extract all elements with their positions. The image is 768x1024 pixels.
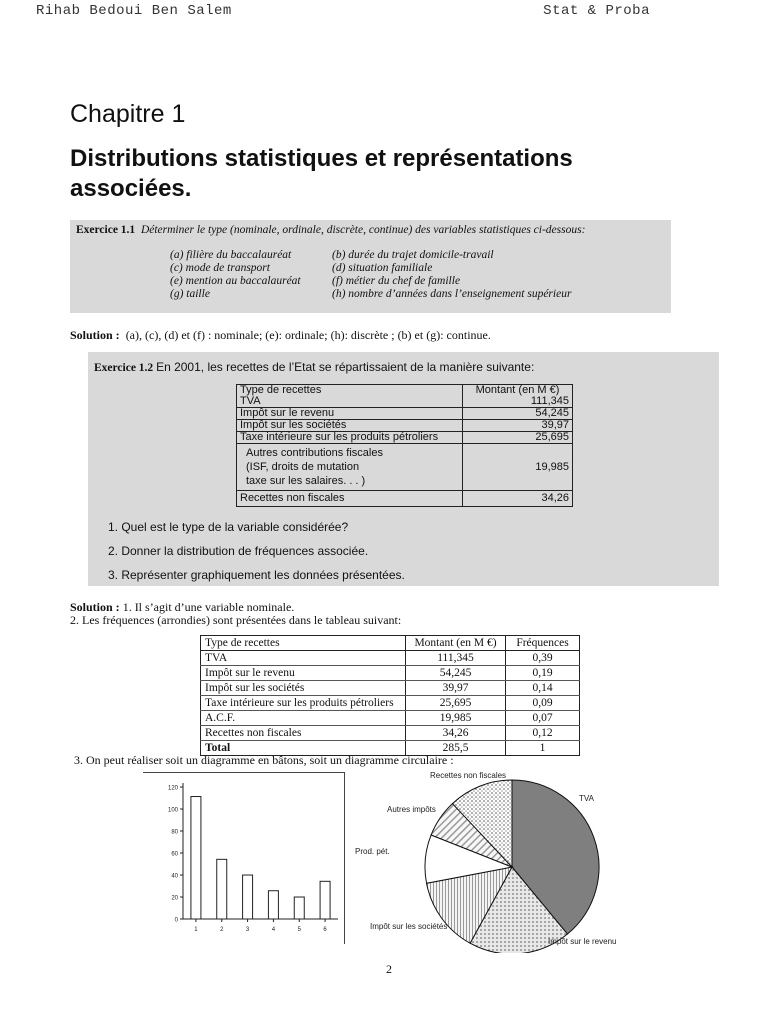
bar: [243, 875, 253, 919]
pie-label: Recettes non fiscales: [430, 771, 507, 780]
table-row: [201, 696, 580, 711]
exercise-1-label: Exercice 1.1: [76, 224, 136, 236]
solution-2: [70, 601, 401, 627]
pie-chart-frame: [355, 768, 620, 953]
table-cell: 0,07: [506, 711, 580, 726]
exercise-1-items: [170, 249, 632, 300]
y-tick-label: 60: [171, 851, 178, 858]
table-cell: TVA: [201, 651, 406, 666]
solution-1-text: (a), (c), (d) et (f) : nominale; (e): ordinale; (h): discrète ; (b) et (g): continue.: [125, 328, 491, 342]
table-cell: 0,39: [506, 651, 580, 666]
table-cell: 0,14: [506, 681, 580, 696]
exercise-2-label: Exercice 1.2: [94, 362, 154, 374]
solution-2-line1: 1. Il s’agit d’une variable nominale.: [122, 600, 295, 614]
acf-line: Autres contributions fiscales: [246, 447, 383, 459]
table-cell: Recettes non fiscales: [201, 726, 406, 741]
table-cell: TVA: [237, 396, 463, 408]
table-cell: 1: [506, 741, 580, 756]
table-row: [201, 681, 580, 696]
y-tick-label: 80: [171, 829, 178, 836]
table-cell: 19,985: [406, 711, 506, 726]
exercise-1-box: [70, 220, 671, 313]
x-tick-label: 1: [194, 927, 198, 933]
table-cell: Impôt sur le revenu: [237, 408, 463, 420]
table-row: [201, 666, 580, 681]
list-item: (f) métier du chef de famille: [332, 275, 461, 287]
table-cell: Recettes non fiscales: [237, 491, 463, 507]
pie-label: Impôt sur le revenu: [548, 937, 617, 946]
page-number: 2: [386, 962, 392, 976]
table-cell: Impôt sur le revenu: [201, 666, 406, 681]
x-tick-label: 6: [323, 927, 327, 933]
table-cell: 19,985: [463, 444, 573, 491]
table-cell: Taxe intérieure sur les produits pétroliers: [201, 696, 406, 711]
table-header-cell: Montant (en M €): [406, 636, 506, 651]
list-item: (e) mention au baccalauréat: [170, 275, 301, 287]
y-tick-label: 120: [167, 785, 178, 792]
revenue-table: [236, 384, 573, 507]
list-item: (c) mode de transport: [170, 262, 270, 274]
exercise-2-box: [88, 352, 719, 586]
table-cell: 0,12: [506, 726, 580, 741]
table-row: [201, 651, 580, 666]
table-cell: 54,245: [463, 408, 573, 420]
bar: [294, 897, 304, 919]
table-row: [201, 726, 580, 741]
list-item: (b) durée du trajet domicile-travail: [332, 249, 494, 261]
bar: [268, 891, 278, 919]
pie-label: TVA: [579, 794, 594, 803]
exercise-2-prompt: En 2001, les recettes de l’Etat se répartissaient de la manière suivante:: [156, 360, 535, 374]
table-header-cell: Fréquences: [506, 636, 580, 651]
acf-line: (ISF, droits de mutation: [246, 461, 360, 473]
y-tick-label: 100: [167, 807, 178, 814]
table-cell: Taxe intérieure sur les produits pétroliers: [237, 432, 463, 444]
table-cell: 111,345: [463, 396, 573, 408]
solution-2-label: Solution :: [70, 600, 120, 614]
bar: [217, 859, 227, 919]
x-tick-label: 3: [245, 927, 250, 933]
x-tick-label: 4: [271, 927, 276, 933]
table-cell: 39,97: [406, 681, 506, 696]
solution-3: 3. On peut réaliser soit un diagramme en bâtons, soit un diagramme circulaire :: [74, 753, 454, 767]
x-tick-label: 2: [220, 927, 224, 933]
table-header-cell: Type de recettes: [201, 636, 406, 651]
table-cell: [237, 444, 463, 491]
table-cell: 39,97: [463, 420, 573, 432]
list-item: (d) situation familiale: [332, 262, 433, 274]
pie-chart: [355, 768, 620, 953]
table-cell: 34,26: [406, 726, 506, 741]
y-tick-label: 0: [174, 917, 178, 924]
pie-label: Prod. pét.: [355, 847, 390, 856]
table-cell: 0,09: [506, 696, 580, 711]
table-cell: Impôt sur les sociétés: [237, 420, 463, 432]
table-cell: 25,695: [463, 432, 573, 444]
acf-line: taxe sur les salaires. . . ): [246, 475, 366, 487]
table-cell: 25,695: [406, 696, 506, 711]
chapter-title: Distributions statistiques et représentations associées.: [70, 145, 573, 202]
y-tick-label: 40: [171, 873, 178, 880]
question-item: 1. Quel est le type de la variable considérée?: [108, 520, 349, 534]
pie-label: Autres impôts: [387, 805, 436, 814]
exercise-1-prompt: Déterminer le type (nominale, ordinale, discrète, continue) des variables statistiques ci-dessous:: [140, 224, 586, 236]
chapter-label: Chapitre 1: [70, 100, 186, 128]
y-tick-label: 20: [171, 895, 178, 902]
bar-chart-frame: [143, 772, 345, 944]
table-cell: Impôt sur les sociétés: [201, 681, 406, 696]
table-cell: 111,345: [406, 651, 506, 666]
solution-1: [70, 328, 491, 343]
header-course: Stat & Proba: [543, 3, 650, 19]
question-item: 2. Donner la distribution de fréquences associée.: [108, 544, 369, 558]
question-item: 3. Représenter graphiquement les données présentées.: [108, 568, 405, 582]
table-cell: 34,26: [463, 491, 573, 507]
page-header: [36, 3, 650, 19]
exercise-2-statement: [94, 360, 534, 374]
solution-2-line2: 2. Les fréquences (arrondies) sont présentées dans le tableau suivant:: [70, 613, 402, 627]
pie-label: Impôt sur les sociétés: [370, 922, 448, 931]
header-author: Rihab Bedoui Ben Salem: [36, 3, 232, 19]
solution-1-label: Solution :: [70, 328, 120, 342]
table-cell: Total: [201, 741, 406, 756]
bar: [320, 881, 330, 919]
frequency-table: [200, 635, 580, 756]
table-cell: 285,5: [406, 741, 506, 756]
table-header-cell: Montant (en M €): [463, 385, 573, 397]
table-cell: A.C.F.: [201, 711, 406, 726]
table-cell: 0,19: [506, 666, 580, 681]
exercise-2-questions: [108, 520, 405, 592]
list-item: (h) nombre d’années dans l’enseignement supérieur: [332, 288, 572, 300]
table-cell: 54,245: [406, 666, 506, 681]
table-header-cell: Type de recettes: [237, 385, 463, 397]
list-item: (g) taille: [170, 288, 210, 300]
x-tick-label: 5: [297, 927, 301, 933]
table-row: [201, 711, 580, 726]
list-item: (a) filière du baccalauréat: [170, 249, 292, 261]
exercise-1-statement: [76, 224, 665, 236]
bar: [191, 797, 201, 919]
bar-chart: [143, 773, 345, 945]
